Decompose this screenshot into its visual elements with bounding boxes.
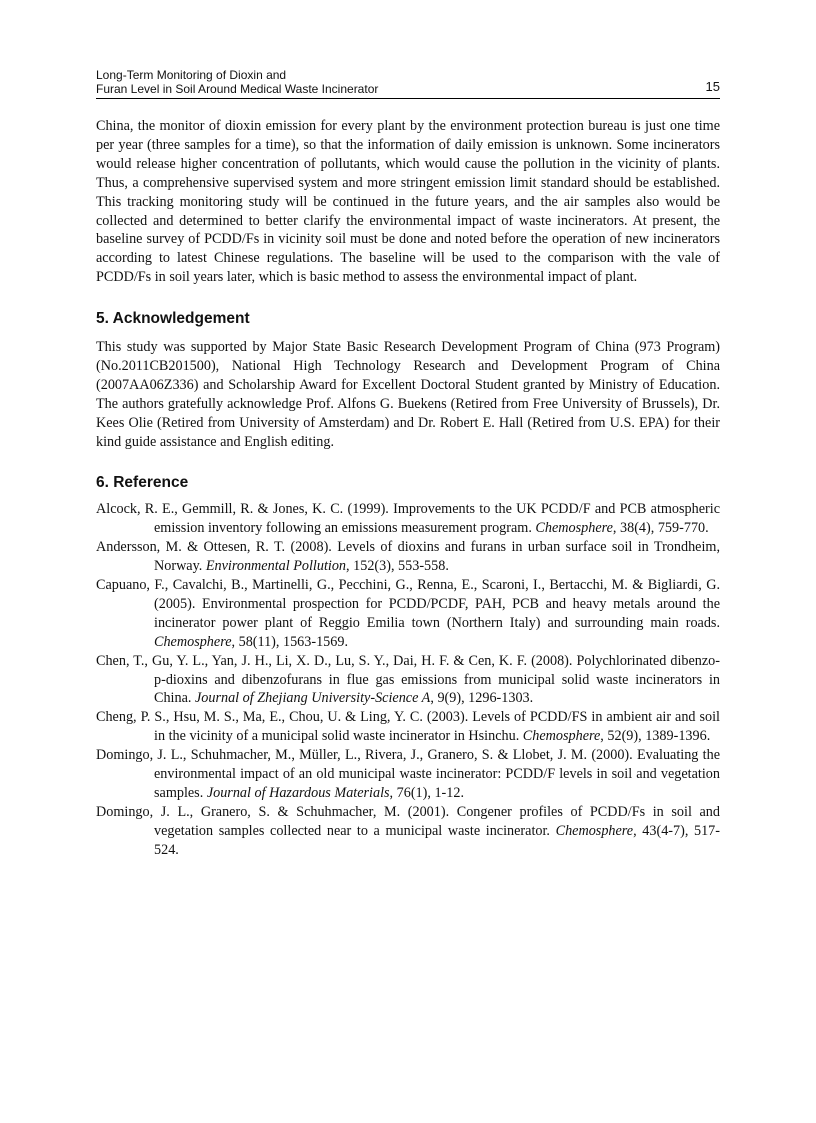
reference-journal: Environmental Pollution bbox=[205, 558, 347, 575]
reference-details: , 76(1), 1-12. bbox=[389, 785, 465, 801]
reference-text: Andersson, M. & Ottesen, R. T. (2008). Levels of dioxins and furans in urban surface soil in Trondheim, Norway. bbox=[96, 539, 720, 575]
acknowledgement-heading: 5. Acknowledgement bbox=[96, 310, 250, 328]
reference-journal: Chemosphere bbox=[555, 822, 634, 839]
acknowledgement-paragraph: This study was supported by Major State Basic Research Development Program of China (973 Program) (No.2011CB201500), National High Technology Research and Development Program of China (2007AA06Z336) and Scholarship Award for Excellent Doctoral Student granted by Ministry of Education. The authors gratefully acknowledge Prof. Alfons G. Buekens (Retired from Free University of Brussels), Dr. Kees Olie (Retired from University of Amsterdam) and Dr. Robert E. Hall (Retired from U.S. EPA) for their kind guide assistance and English editing. bbox=[96, 339, 720, 450]
body-text bbox=[96, 117, 720, 860]
reference-journal: Journal of Hazardous Materials bbox=[206, 785, 390, 801]
reference-list bbox=[96, 500, 720, 859]
reference-journal: Chemosphere bbox=[154, 633, 232, 650]
reference-item bbox=[96, 538, 720, 576]
reference-text: Domingo, J. L., Schuhmacher, M., Müller, L., Rivera, J., Granero, S. & Llobet, J. M. (2000). Evaluating the environmental impact of an old municipal waste incinerator: PCDD/F levels in soil and vegetation samples. bbox=[96, 747, 720, 801]
reference-details: , 152(3), 553-558. bbox=[346, 558, 449, 575]
reference-text: Alcock, R. E., Gemmill, R. & Jones, K. C. (1999). Improvements to the UK PCDD/F and PCB atmospheric emission inventory following an emissions measurement program. bbox=[96, 501, 720, 537]
reference-item bbox=[96, 500, 720, 538]
reference-text: Cheng, P. S., Hsu, M. S., Ma, E., Chou, U. & Ling, Y. C. (2003). Levels of PCDD/FS in ambient air and soil in the vicinity of a municipal solid waste incinerator in Hsinchu. bbox=[96, 709, 720, 745]
reference-journal: Chemosphere bbox=[522, 728, 601, 745]
reference-item bbox=[96, 576, 720, 652]
reference-text: Domingo, J. L., Granero, S. & Schuhmacher, M. (2001). Congener profiles of PCDD/Fs in soil and vegetation samples collected near to a municipal waste incinerator. bbox=[96, 803, 720, 839]
running-header bbox=[96, 66, 720, 99]
reference-item bbox=[96, 803, 720, 860]
reference-item bbox=[96, 652, 720, 709]
reference-item bbox=[96, 746, 720, 803]
running-title-line-1: Long-Term Monitoring of Dioxin and bbox=[96, 68, 287, 82]
page-number: 15 bbox=[705, 79, 720, 94]
reference-details: , 58(11), 1563-1569. bbox=[231, 633, 349, 650]
reference-journal: Journal of Zhejiang University-Science A bbox=[194, 690, 431, 707]
reference-details: , 38(4), 759-770. bbox=[612, 520, 709, 537]
reference-details: , 9(9), 1296-1303. bbox=[430, 690, 534, 707]
reference-text: Capuano, F., Cavalchi, B., Martinelli, G., Pecchini, G., Renna, E., Scaroni, I., Bertacchi, M. & Bigliardi, G. (2005). Environmental prospection for PCDD/PCDF, PAH, PCB and heavy metals around the incinerator power plant of Reggio Emilia town (Northern Italy) and surrounding main roads. bbox=[96, 577, 720, 631]
reference-journal: Chemosphere bbox=[535, 520, 613, 537]
reference-text: Chen, T., Gu, Y. L., Yan, J. H., Li, X. D., Lu, S. Y., Dai, H. F. & Cen, K. F. (2008). Polychlorinated dibenzo-p-dioxins and dibenzofurans in flue gas emissions from municipal solid waste incinerators in China. bbox=[96, 652, 720, 707]
reference-details: , 52(9), 1389-1396. bbox=[600, 728, 711, 745]
reference-details: , 43(4-7), 517-524. bbox=[154, 822, 721, 858]
running-title-line-2: Furan Level in Soil Around Medical Waste Incinerator bbox=[96, 82, 379, 96]
intro-paragraph: China, the monitor of dioxin emission for every plant by the environment protection bureau is just one time per year (three samples for a time), so that the information of daily emission is unknown. Some incinerators would release higher concentration of pollutants, which would cause the pollution in the vicinity of plants. Thus, a comprehensive supervised system and more stringent emission limit standard should be established. This tracking monitoring study will be continued in the future years, and the air samples also would be collected and determined to better clarify the environmental impact of waste incinerators. At present, the baseline survey of PCDD/Fs in vicinity soil must be done and noted before the operation of new incinerators according to latest Chinese regulations. The baseline will be used to the comparison with the vale of PCDD/Fs in soil years later, which is basic method to assess the environmental impact of plant. bbox=[96, 118, 720, 286]
reference-heading: 6. Reference bbox=[96, 473, 189, 491]
reference-item bbox=[96, 708, 720, 746]
running-title bbox=[96, 68, 378, 96]
